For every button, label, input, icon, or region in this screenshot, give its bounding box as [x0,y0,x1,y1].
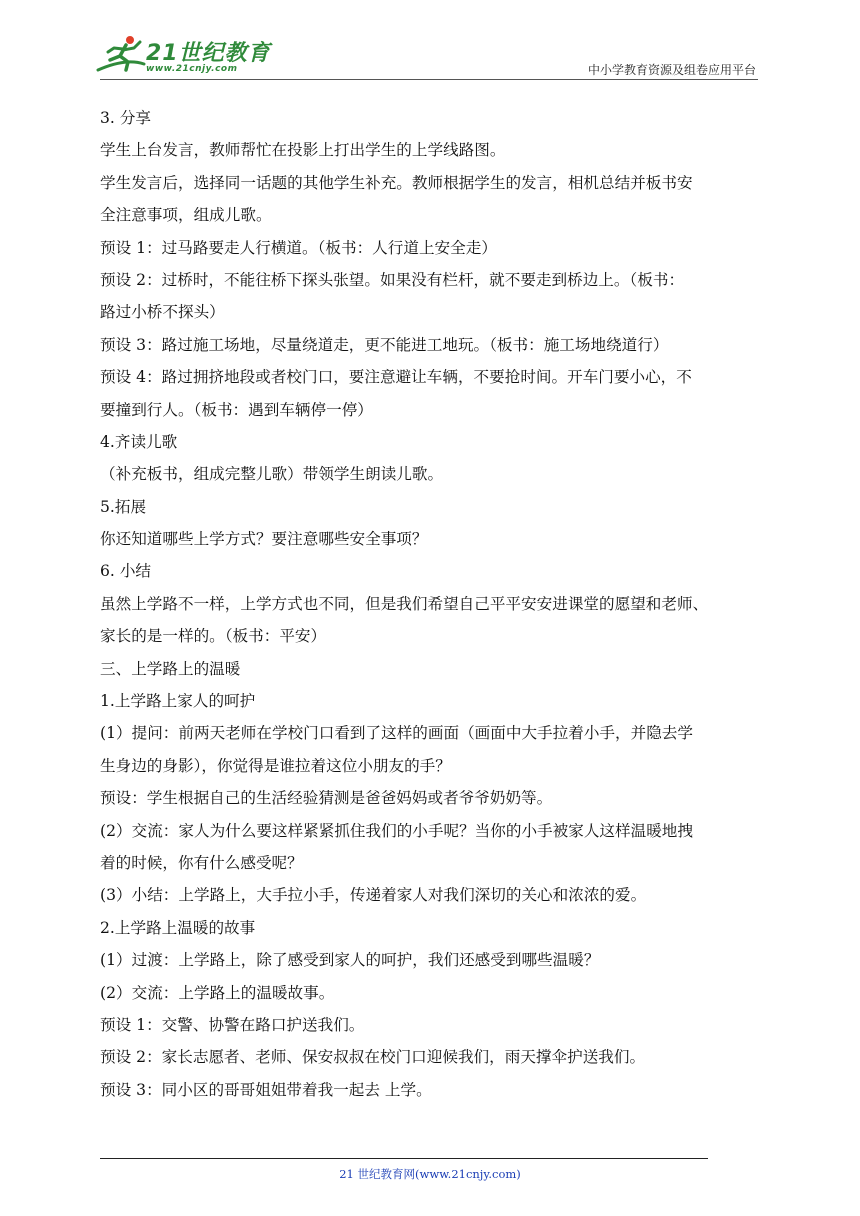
text-line: 预设 4：路过拥挤地段或者校门口，要注意避让车辆，不要抢时间。开车门要小心，不 [100,368,692,387]
text-line: 预设：学生根据自己的生活经验猜测是爸爸妈妈或者爷爷奶奶等。 [100,789,553,808]
text-line: 生身边的身影），你觉得是谁拉着这位小朋友的手？ [100,756,451,775]
text-line: 预设 2：家长志愿者、老师、保安叔叔在校门口迎候我们，雨天撑伞护送我们。 [100,1048,646,1067]
page-header [0,0,860,82]
text-line: 预设 1：交警、协警在路口护送我们。 [100,1015,365,1034]
section-heading: 5.拓展 [100,497,147,516]
text-line: (3）小结：上学路上，大手拉小手，传递着家人对我们深切的关心和浓浓的爱。 [100,886,647,905]
text-line: 学生发言后，选择同一话题的其他学生补充。教师根据学生的发言，相机总结并板书安 [100,173,693,192]
text-line: 全注意事项，组成儿歌。 [100,206,272,225]
section-heading: 6. 小结 [100,562,152,581]
section-heading: 4.齐读儿歌 [100,432,178,451]
text-line: 预设 3：路过施工场地，尽量绕道走，更不能进工地玩。（板书：施工场地绕道行） [100,335,669,354]
text-line: (1）提问：前两天老师在学校门口看到了这样的画面（画面中大手拉着小手，并隐去学 [100,724,693,743]
text-line: (2）交流：上学路上的温暖故事。 [100,983,335,1002]
document-body [100,102,765,1106]
text-line: 路过小桥不探头） [100,303,225,322]
logo-text: 21世纪教育 [146,41,271,66]
text-line: 着的时候，你有什么感受呢？ [100,853,303,872]
section-heading: 2.上学路上温暖的故事 [100,918,256,937]
footer-text: 21 世纪教育网(www.21cnjy.com) [339,1167,521,1181]
text-line: 学生上台发言，教师帮忙在投影上打出学生的上学线路图。 [100,141,506,160]
text-line: 预设 3：同小区的哥哥姐姐带着我一起去 上学。 [100,1080,432,1099]
text-line: 预设 1：过马路要走人行横道。（板书：人行道上安全走） [100,238,497,257]
text-line: （补充板书，组成完整儿歌）带领学生朗读儿歌。 [100,465,444,484]
text-line: 3. 分享 [100,109,152,127]
header-divider [100,79,758,80]
text-line: 家长的是一样的。（板书：平安） [100,627,327,646]
text-line: (2）交流：家人为什么要这样紧紧抓住我们的小手呢？当你的小手被家人这样温暖地拽 [100,821,693,840]
text-line: 你还知道哪些上学方式？要注意哪些安全事项？ [100,530,428,549]
footer-divider [100,1158,708,1159]
header-tagline: 中小学教育资源及组卷应用平台 [587,63,756,77]
text-line: 虽然上学路不一样，上学方式也不同，但是我们希望自己平平安安进课堂的愿望和老师、 [100,594,709,613]
logo-url: www.21cnjy.com [146,64,238,74]
text-line: 要撞到行人。（板书：遇到车辆停一停） [100,400,373,419]
section-heading: 三、上学路上的温暖 [100,659,241,678]
text-line: (1）过渡：上学路上，除了感受到家人的呵护，我们还感受到哪些温暖？ [100,951,600,970]
text-line: 预设 2：过桥时，不能往桥下探头张望。如果没有栏杆，就不要走到桥边上。（板书： [100,270,685,289]
section-heading: 1.上学路上家人的呵护 [100,692,256,711]
